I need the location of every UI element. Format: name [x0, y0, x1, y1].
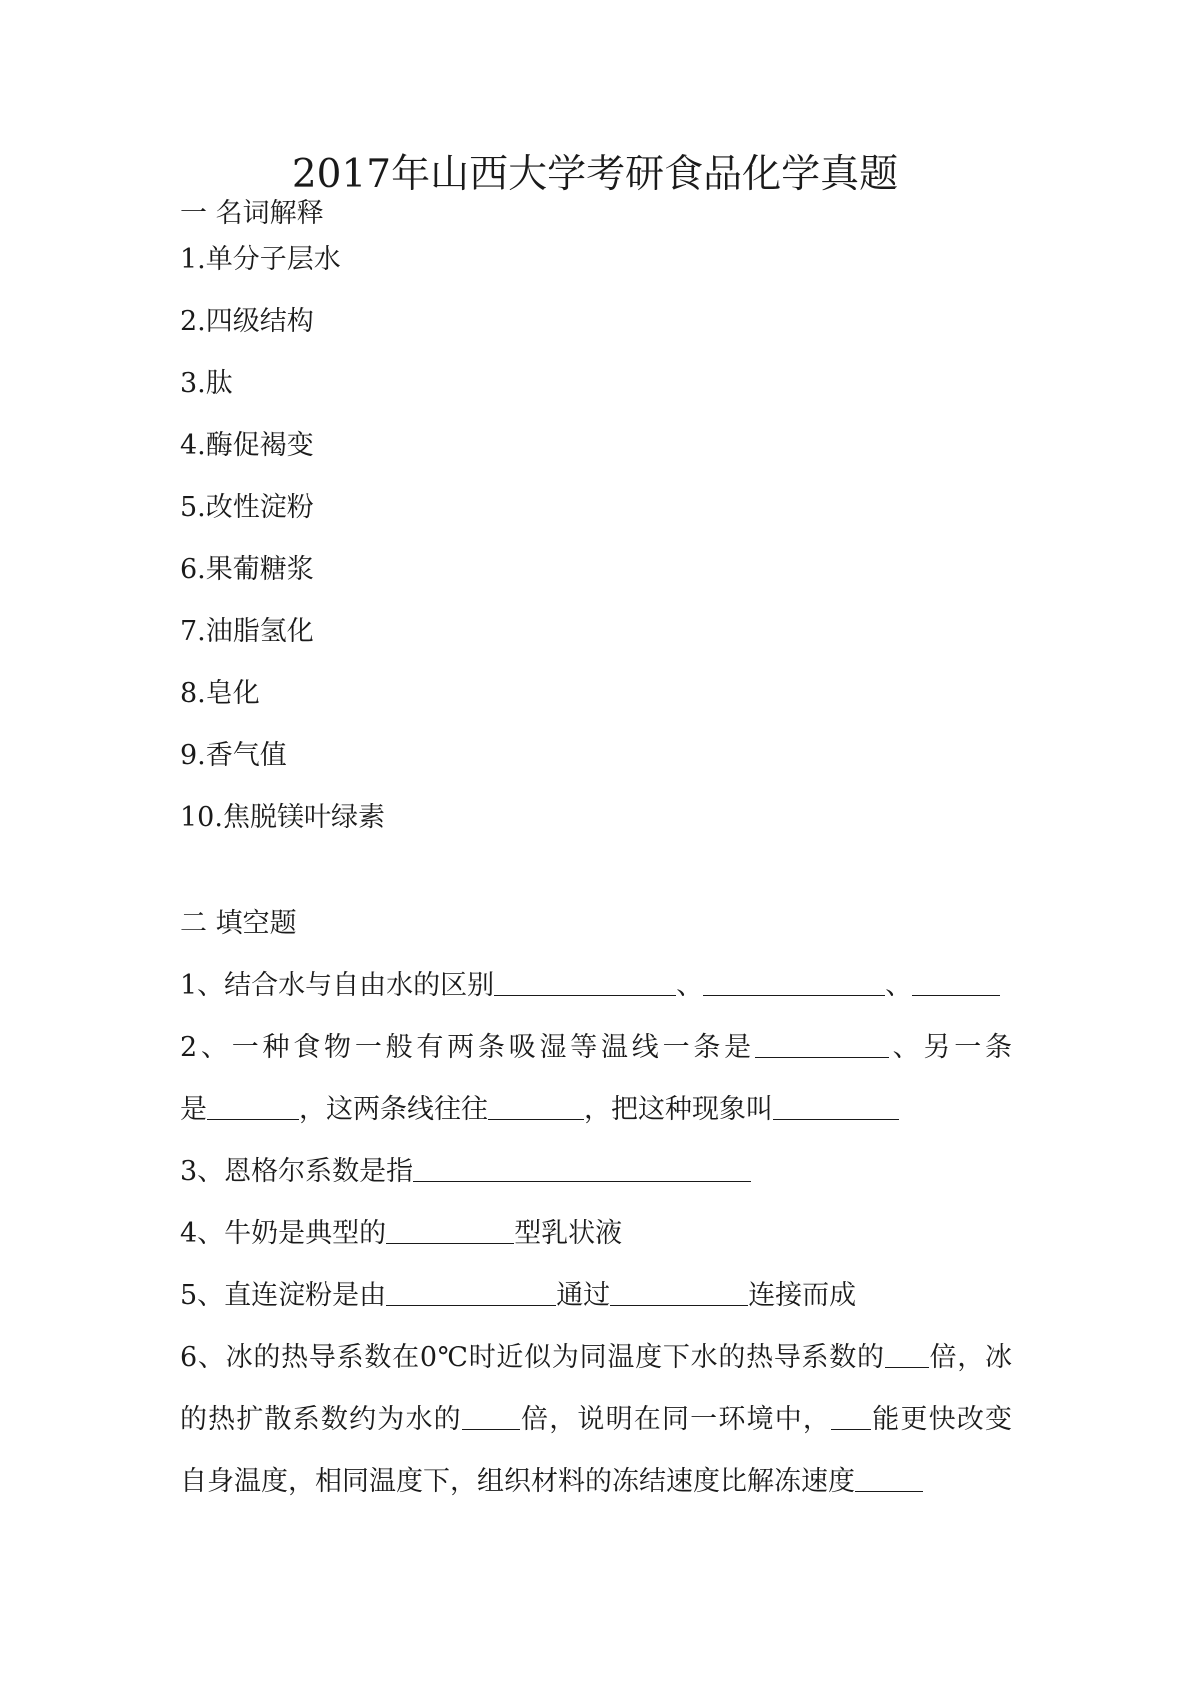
question-text: 倍，说明在同一环境中，: [519, 1404, 832, 1435]
question-text: 的热扩散系数约为水的: [180, 1404, 462, 1435]
term-item: 4.酶促褐变: [180, 430, 314, 461]
question-text: 、: [676, 970, 704, 1001]
question-text: 、: [885, 970, 913, 1001]
document-title: 2017年山西大学考研食品化学真题: [291, 152, 899, 197]
question-text: 3、恩格尔系数是指: [180, 1156, 414, 1187]
question-text: 2、一种食物一般有两条吸湿等温线一条是: [180, 1032, 755, 1063]
answer-blank: [855, 1466, 923, 1492]
answer-blank: [488, 1094, 584, 1120]
question-2-continued: [180, 1092, 899, 1128]
term-item: 5.改性淀粉: [180, 492, 314, 523]
question-3: [180, 1154, 751, 1190]
question-text: 倍，冰: [928, 1342, 1012, 1373]
question-text: 能更快改变: [871, 1404, 1013, 1435]
answer-blank: [386, 1280, 556, 1306]
answer-blank: [494, 970, 676, 996]
term-item: 2.四级结构: [180, 306, 314, 337]
question-text: 型乳状液: [514, 1218, 623, 1249]
answer-blank: [885, 1342, 929, 1368]
section-heading-definitions: 一 名词解释: [180, 198, 324, 229]
answer-blank: [386, 1218, 514, 1244]
question-text: 连接而成: [748, 1280, 857, 1311]
question-text: 是: [180, 1094, 207, 1125]
section-heading-fill-in: 二 填空题: [180, 908, 297, 939]
question-6-continued: [180, 1464, 923, 1500]
term-item: 3.肽: [180, 368, 233, 399]
question-2: [180, 1030, 1012, 1066]
term-item: 8.皂化: [180, 678, 260, 709]
answer-blank: [912, 970, 1000, 996]
question-5: [180, 1278, 856, 1314]
answer-blank: [413, 1156, 751, 1182]
answer-blank: [703, 970, 885, 996]
question-4: [180, 1216, 622, 1252]
answer-blank: [755, 1032, 889, 1058]
term-item: 7.油脂氢化: [180, 616, 314, 647]
answer-blank: [773, 1094, 899, 1120]
question-text: 、另一条: [888, 1032, 1013, 1063]
term-item: 1.单分子层水: [180, 244, 341, 275]
question-1: [180, 968, 1000, 1004]
question-text: 通过: [556, 1280, 611, 1311]
answer-blank: [207, 1094, 299, 1120]
question-text: 1、结合水与自由水的区别: [180, 970, 495, 1001]
question-text: 5、直连淀粉是由: [180, 1280, 387, 1311]
question-text: 4、牛奶是典型的: [180, 1218, 387, 1249]
question-6: [180, 1340, 1012, 1376]
question-6-continued: [180, 1402, 1012, 1438]
question-text: ，把这种现象叫: [584, 1094, 773, 1125]
answer-blank: [462, 1404, 520, 1430]
question-text: 自身温度，相同温度下，组织材料的冻结速度比解冻速度: [180, 1466, 855, 1497]
answer-blank: [831, 1404, 871, 1430]
answer-blank: [610, 1280, 748, 1306]
term-item: 6.果葡糖浆: [180, 554, 314, 585]
question-text: ，这两条线往往: [299, 1094, 488, 1125]
question-text: 6、冰的热导系数在0℃时近似为同温度下水的热导系数的: [180, 1342, 885, 1373]
term-item: 9.香气值: [180, 740, 287, 771]
term-item: 10.焦脱镁叶绿素: [180, 802, 385, 833]
